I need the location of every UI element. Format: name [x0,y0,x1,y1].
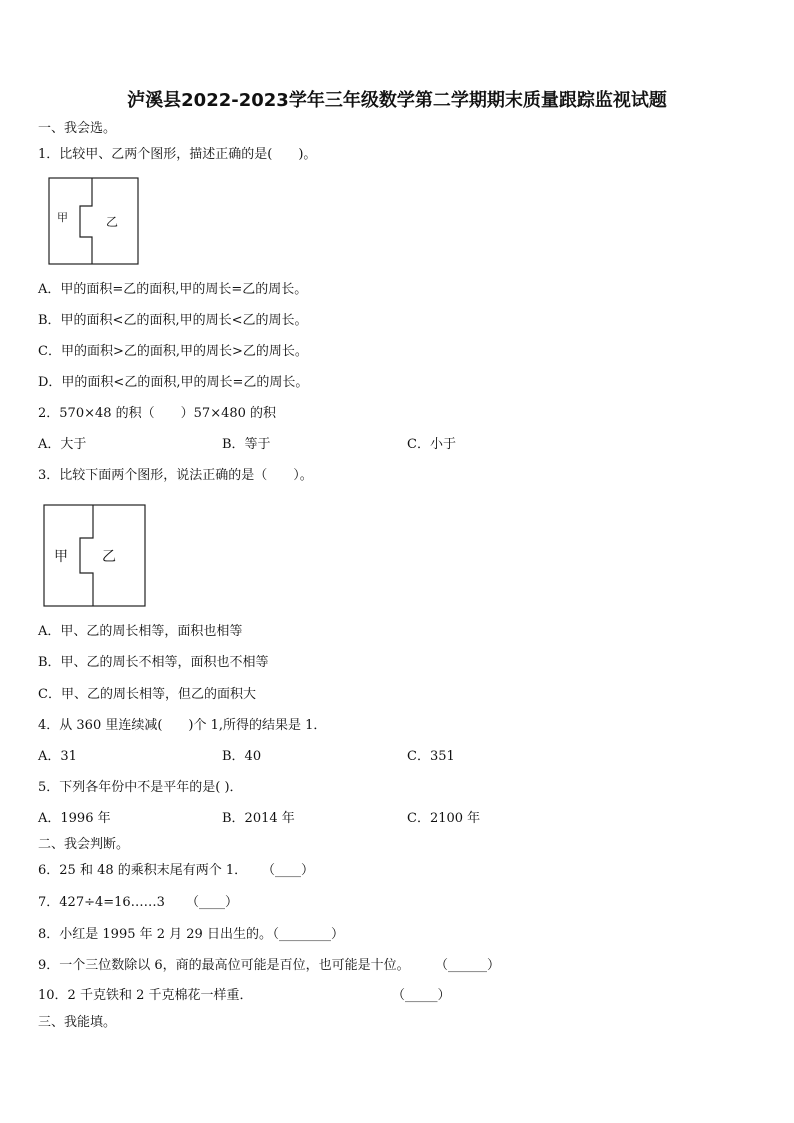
question-3-option-a: A．甲、乙的周长相等，面积也相等 [38,624,243,639]
question-9-stem: 9．一个三位数除以 6，商的最高位可能是百位，也可能是十位。 [38,958,410,973]
page-title: 泸溪县2022-2023学年三年级数学第二学期期末质量跟踪监视试题 [127,90,667,111]
question-10-stem: 10．2 千克铁和 2 千克棉花一样重． [38,988,253,1003]
question-1-option-b: B．甲的面积<乙的面积,甲的周长<乙的周长。 [38,313,308,328]
question-4-option-a: A．31 [38,749,77,764]
figure-label-jia: 甲 [57,211,68,224]
question-1-option-d: D．甲的面积<乙的面积,甲的周长=乙的周长。 [38,375,309,390]
section-heading-judge: 二、我会判断。 [38,837,130,852]
question-1-option-c: C．甲的面积>乙的面积,甲的周长>乙的周长。 [38,344,308,359]
figure-label-yi: 乙 [102,549,116,565]
question-3-option-c: C．甲、乙的周长相等，但乙的面积大 [38,687,256,702]
question-2-stem: 2．570×48 的积（ ）57×480 的积 [38,406,277,421]
question-4-option-c: C．351 [407,749,455,764]
question-6-stem: 6．25 和 48 的乘积末尾有两个 1． [38,863,248,878]
figure-label-jia: 甲 [54,549,68,565]
jia-yi-shape-figure [43,504,147,608]
question-4-option-b: B．40 [222,749,262,764]
section-heading-fill: 三、我能填。 [38,1015,117,1030]
question-5-stem: 5．下列各年份中不是平年的是( )． [38,780,243,795]
question-8-answer-blank[interactable]: （________） [266,927,345,942]
question-1-figure [48,177,140,265]
question-6-answer-blank[interactable]: （____） [262,863,315,878]
question-3-stem: 3．比较下面两个图形，说法正确的是（ ）。 [38,468,313,483]
question-2-option-b: B．等于 [222,437,271,452]
jia-yi-shape-figure [48,177,140,265]
question-10-answer-blank[interactable]: （_____） [392,988,451,1003]
question-3-figure [43,504,147,608]
question-5-option-a: A．1996 年 [38,811,111,826]
question-3-option-b: B．甲、乙的周长不相等，面积也不相等 [38,655,269,670]
question-9-answer-blank[interactable]: （______） [435,958,501,973]
question-2-option-c: C．小于 [407,437,456,452]
question-4-stem: 4．从 360 里连续减( )个 1,所得的结果是 1． [38,718,327,733]
question-5-option-b: B．2014 年 [222,811,295,826]
section-heading-choice: 一、我会选。 [38,121,117,136]
question-7-stem: 7．427÷4=16……3 [38,895,165,910]
question-1-option-a: A．甲的面积=乙的面积,甲的周长=乙的周长。 [38,282,308,297]
question-8-stem: 8．小红是 1995 年 2 月 29 日出生的。 [38,927,272,942]
question-1-stem: 1．比较甲、乙两个图形，描述正确的是( )。 [38,147,317,162]
question-5-option-c: C．2100 年 [407,811,481,826]
question-2-option-a: A．大于 [38,437,87,452]
question-7-answer-blank[interactable]: （____） [186,895,239,910]
figure-label-yi: 乙 [106,215,119,229]
